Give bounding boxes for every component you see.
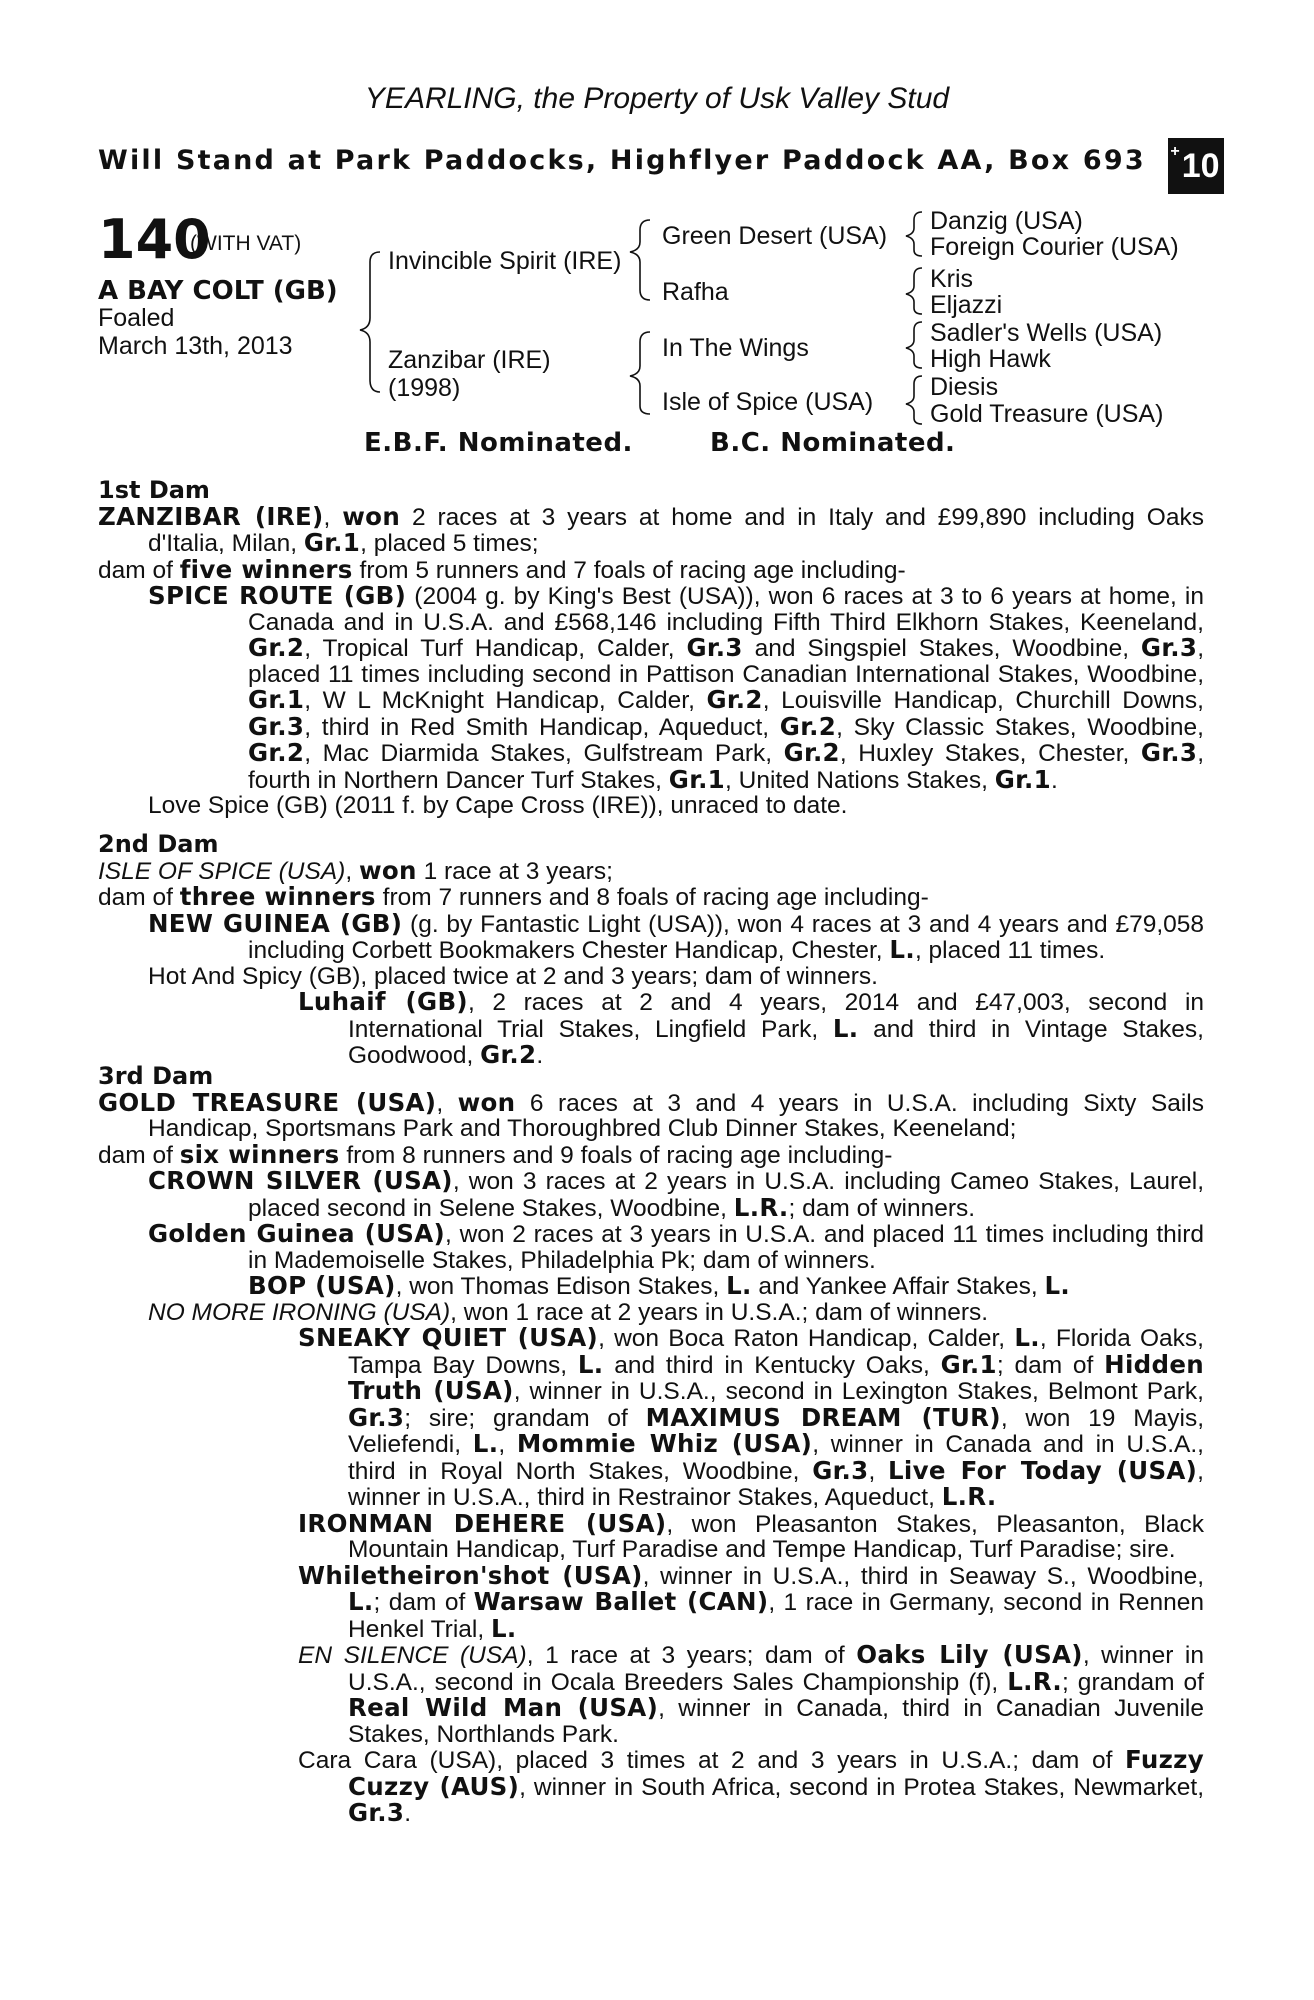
produce-entry: Hot And Spicy (GB), placed twice at 2 and 3 years; dam of winners. [148, 962, 878, 990]
text: , 1 race in Germany, second in Rennen Henkel Trial, [348, 1589, 1204, 1643]
text: ; dam of [373, 1589, 474, 1616]
horse-name: Live For Today (USA) [888, 1455, 1198, 1485]
grade: Gr.2 [779, 711, 837, 741]
grade: L. [1014, 1323, 1040, 1352]
grade: L. [1044, 1271, 1070, 1300]
grade: L.R. [1007, 1666, 1062, 1696]
horse-name: SPICE ROUTE (GB) [148, 581, 407, 610]
produce-entry: Love Spice (GB) (2011 f. by Cape Cross (IRE)), unraced to date. [148, 792, 848, 819]
produce-entry [98, 1300, 1204, 1326]
brace-ds [906, 322, 922, 368]
grade: Gr.3 [1140, 738, 1198, 767]
brace-main [360, 252, 380, 392]
horse-name: Luhaif (GB) [298, 987, 468, 1016]
dam-name: ZANZIBAR (IRE) [98, 501, 324, 531]
horse-name: Mommie Whiz (USA) [516, 1429, 813, 1458]
horse-name: Hidden Truth (USA) [348, 1349, 1204, 1405]
horse-name: SNEAKY QUIET (USA) [298, 1323, 599, 1352]
grand-produce-entry [98, 989, 1204, 1069]
dam-name: GOLD TREASURE (USA) [98, 1087, 437, 1117]
third-dam-section [98, 1064, 1204, 1827]
text: . [404, 1800, 412, 1827]
horse-name: Fuzzy Cuzzy (AUS) [348, 1745, 1204, 1801]
stand-location: Will Stand at Park Paddocks, Highflyer Paddock AA, Box 693 [98, 145, 1146, 176]
pedigree-dsd: High Hawk [930, 345, 1051, 373]
third-dam-heading: 3rd Dam [98, 1062, 214, 1090]
text: , [498, 1431, 517, 1458]
grade: Gr.2 [480, 1040, 537, 1069]
pedigree-dds: Diesis [930, 373, 999, 401]
grand-produce-entry [98, 1642, 1204, 1747]
grade: L. [348, 1587, 374, 1616]
vat-label: (WITH VAT) [190, 232, 302, 255]
grade: Gr.1 [940, 1349, 997, 1379]
text: , placed 5 times; [360, 530, 539, 557]
text: , won Pleasanton Stakes, Pleasanton, Black Mountain Handicap, Turf Paradise and Tempe Handicap, Turf Paradise; sire. [348, 1510, 1205, 1563]
text: , won 3 races at 2 years in U.S.A. including Cameo Stakes, Laurel, placed second in Selene Stakes, Woodbine, [248, 1168, 1205, 1222]
badge-number: 10 [1181, 146, 1220, 185]
text: , won 19 Mayis, Veliefendi, [348, 1404, 1204, 1458]
text: from 5 runners and 7 foals of racing age including- [352, 556, 906, 584]
grade: Gr.3 [686, 633, 743, 662]
horse-name: IRONMAN DEHERE (USA) [298, 1508, 667, 1538]
third-dam-record: GOLD TREASURE (USA), won 6 races at 3 and 4 years in U.S.A. including Sixty Sails Handicap, Sportsmans Park and Thoroughbred Club Dinner Stakes, Keeneland; [98, 1087, 1204, 1142]
text: , W L McKnight Handicap, Calder, [304, 687, 707, 714]
grade: Gr.1 [994, 764, 1051, 794]
pedigree-sire: Invincible Spirit (IRE) [388, 247, 622, 275]
text: ; grandam of [1061, 1668, 1204, 1696]
brace-dd [906, 376, 922, 424]
text: , 2 races at 2 and 4 years, 2014 and £47,003, second in International Trial Stakes, Lingfield Park, [348, 989, 1205, 1043]
text: , Mac Diarmida Stakes, Gulfstream Park, [304, 740, 784, 767]
text: , Huxley Stakes, Chester, [839, 740, 1141, 767]
first-dam-record: ZANZIBAR (IRE), won 2 races at 3 years at home and in Italy and £99,890 including Oaks d'Italia, Milan, Gr.1, placed 5 times; [98, 501, 1204, 557]
text: , winner in U.S.A., third in Restrainor Stakes, Aqueduct, [348, 1457, 1204, 1511]
text: dam of [98, 884, 180, 911]
grand-produce-entry [98, 1560, 1205, 1643]
text: and Singspiel Stakes, Woodbine, [742, 635, 1141, 662]
pedigree-ssd: Foreign Courier (USA) [930, 233, 1179, 261]
horse-name: Oaks Lily (USA) [856, 1640, 1083, 1669]
grade: Gr.3 [348, 1402, 405, 1432]
grade: Gr.3 [248, 711, 305, 741]
text: dam of [98, 1141, 180, 1169]
first-dam-heading: 1st Dam [98, 476, 210, 504]
text: , Sky Classic Stakes, Woodbine, [836, 713, 1204, 741]
horse-name: CROWN SILVER (USA) [148, 1166, 453, 1195]
pedigree-sdd: Eljazzi [930, 291, 1003, 319]
grade: L.R. [733, 1192, 789, 1222]
text: , Florida Oaks, Tampa Bay Downs, [348, 1325, 1204, 1379]
second-dam-produce [98, 884, 1204, 911]
text: , placed 11 times. [914, 937, 1106, 964]
ebf-nominated: E.B.F. Nominated. [364, 428, 633, 458]
grade: Gr.2 [248, 738, 305, 767]
grade: Gr.1 [668, 764, 726, 794]
text: from 7 runners and 8 foals of racing age including- [375, 884, 929, 911]
pedigree-braces [0, 0, 1314, 460]
text: , winner in Canada and in U.S.A., third in Royal North Stakes, Woodbine, [348, 1431, 1204, 1485]
text: . [1050, 766, 1058, 794]
second-dam-section [98, 832, 1204, 1069]
grade: Gr.3 [812, 1455, 869, 1485]
dam-name: ISLE OF SPICE (USA) [98, 857, 346, 885]
pedigree-dss: Sadler's Wells (USA) [930, 319, 1163, 347]
text: and third in Vintage Stakes, Goodwood, [348, 1015, 1204, 1069]
horse-name: MAXIMUS DREAM (TUR) [645, 1402, 1001, 1432]
grand-produce-entry [98, 1508, 1205, 1563]
pedigree-dam-year: (1998) [388, 374, 461, 402]
text: ; dam of [996, 1351, 1105, 1379]
pedigree-dd: Isle of Spice (USA) [662, 388, 874, 416]
brace-dam [630, 332, 650, 414]
page-title: YEARLING, the Property of Usk Valley Stud [364, 82, 950, 115]
produce-entry [98, 583, 1204, 793]
text: , won 1 race at 2 years in U.S.A.; dam of winners. [450, 1298, 989, 1326]
pedigree-ddd: Gold Treasure (USA) [930, 400, 1164, 428]
lot-number: 140 [98, 208, 211, 271]
bc-nominated: B.C. Nominated. [710, 428, 956, 458]
produce-entry [98, 908, 1205, 964]
grade: Gr.1 [248, 685, 305, 714]
text: . [536, 1042, 544, 1069]
grade: Gr.2 [248, 633, 305, 662]
first-dam-section [98, 478, 1204, 819]
text: , Tropical Turf Handicap, Calder, [304, 635, 687, 662]
text: , fourth in Northern Dancer Turf Stakes, [248, 740, 1204, 794]
text: , 1 race at 3 years; dam of [526, 1642, 857, 1669]
text: , winner in South Africa, second in Protea Stakes, Newmarket, [519, 1773, 1204, 1801]
grade: Gr.2 [706, 685, 763, 714]
pedigree-sss: Danzig (USA) [930, 207, 1083, 235]
horse-name: NO MORE IRONING (USA) [148, 1298, 451, 1326]
won-label: won [342, 501, 401, 531]
text: 1 race at 3 years; [416, 857, 613, 885]
text: and Yankee Affair Stakes, [751, 1273, 1045, 1300]
second-dam-record: ISLE OF SPICE (USA), won 1 race at 3 years; [98, 855, 613, 885]
grade: L. [889, 935, 915, 964]
grade: Gr.3 [348, 1798, 405, 1827]
text: , winner in U.S.A., second in Ocala Breeders Sales Championship (f), [348, 1642, 1204, 1696]
first-dam-produce [98, 554, 1204, 584]
text: dam of [98, 556, 180, 584]
horse-name: Whiletheiron'shot (USA) [298, 1560, 643, 1590]
horse-name: Warsaw Ballet (CAN) [473, 1587, 769, 1616]
grade: Gr.1 [303, 528, 361, 557]
brace-sire [630, 220, 650, 300]
second-dam-heading: 2nd Dam [98, 830, 219, 858]
grand-produce-entry [98, 1747, 1204, 1827]
text: , won 2 races at 3 years in U.S.A. and placed 11 times including third in Mademoiselle Stakes, Philadelphia Pk; dam of winners. [248, 1221, 1204, 1274]
pedigree-sd: Rafha [662, 278, 729, 306]
winners-count: six winners [179, 1139, 340, 1169]
text: 2 races at 3 years at home and in Italy and £99,890 including Oaks d'Italia, Milan, [148, 503, 1204, 557]
text: (g. by Fantastic Light (USA)), won 4 races at 3 and 4 years and £79,058 including Corbett Bookmakers Chester Handicap, Chester, [248, 910, 1205, 964]
text: , winner in Canada, third in Canadian Juvenile Stakes, Northlands Park. [348, 1695, 1204, 1748]
brace-sd [906, 268, 922, 314]
lot-description: A BAY COLT (GB) [98, 276, 338, 306]
winners-count: five winners [179, 554, 353, 584]
horse-name: Golden Guinea (USA) [148, 1219, 446, 1248]
text: ; sire; grandam of [404, 1404, 646, 1432]
grade: L. [577, 1349, 604, 1379]
text: , won Boca Raton Handicap, Calder, [598, 1325, 1015, 1352]
text: and third in Kentucky Oaks, [603, 1351, 941, 1379]
text: , United Nations Stakes, [725, 766, 995, 794]
grade: Gr.3 [1140, 633, 1198, 662]
plus-icon: + [1170, 143, 1180, 160]
horse-name: NEW GUINEA (GB) [148, 908, 403, 938]
text: , won Thomas Edison Stakes, [395, 1273, 727, 1300]
winners-count: three winners [179, 882, 376, 911]
produce-entry [98, 1168, 1204, 1221]
text: 6 races at 3 and 4 years in U.S.A. including Sixty Sails Handicap, Sportsmans Park and Thoroughbred Club Dinner Stakes, Keeneland; [148, 1089, 1204, 1142]
grade: L. [472, 1429, 499, 1458]
grade: L. [726, 1271, 752, 1300]
text: (2004 g. by King's Best (USA)), won 6 races at 3 to 6 years at home, in Canada and in U.S.A. and £568,146 including Fifth Third Elkhorn Stakes, Keeneland, [248, 583, 1205, 636]
text: ; dam of winners. [788, 1194, 976, 1222]
won-label: won [358, 855, 417, 885]
horse-name: EN SILENCE (USA) [298, 1642, 527, 1669]
text: , [868, 1457, 889, 1485]
text: from 8 runners and 9 foals of racing age including- [339, 1141, 893, 1169]
grade: Gr.2 [783, 738, 840, 767]
produce-entry [98, 1221, 1204, 1273]
foaled-label: Foaled [98, 304, 175, 332]
grand-produce-entry [98, 1273, 1204, 1300]
text: , third in Red Smith Handicap, Aqueduct, [304, 713, 780, 741]
foaled-date: March 13th, 2013 [98, 332, 293, 360]
text: , placed 11 times including second in Pattison Canadian International Stakes, Woodbine, [248, 635, 1204, 688]
pedigree-dam: Zanzibar (IRE) [388, 346, 551, 374]
won-label: won [457, 1087, 516, 1117]
horse-name: Real Wild Man (USA) [348, 1693, 659, 1722]
grade: L. [490, 1613, 517, 1643]
pedigree-ss: Green Desert (USA) [662, 222, 888, 250]
grade: L. [832, 1013, 859, 1043]
brace-ss [906, 212, 922, 256]
text: , winner in U.S.A., third in Seaway S., Woodbine, [642, 1562, 1205, 1590]
third-dam-produce [98, 1139, 1204, 1169]
text: , winner in U.S.A., second in Lexington Stakes, Belmont Park, [513, 1378, 1204, 1405]
text: , Louisville Handicap, Churchill Downs, [762, 687, 1204, 714]
grand-produce-entry [98, 1325, 1204, 1511]
horse-name: BOP (USA) [248, 1271, 396, 1300]
grade: L.R. [941, 1482, 997, 1511]
text: Cara Cara (USA), placed 3 times at 2 and 3 years in U.S.A.; dam of [298, 1747, 1126, 1774]
pedigree-ds: In The Wings [662, 334, 809, 362]
pedigree-sds: Kris [930, 265, 974, 293]
